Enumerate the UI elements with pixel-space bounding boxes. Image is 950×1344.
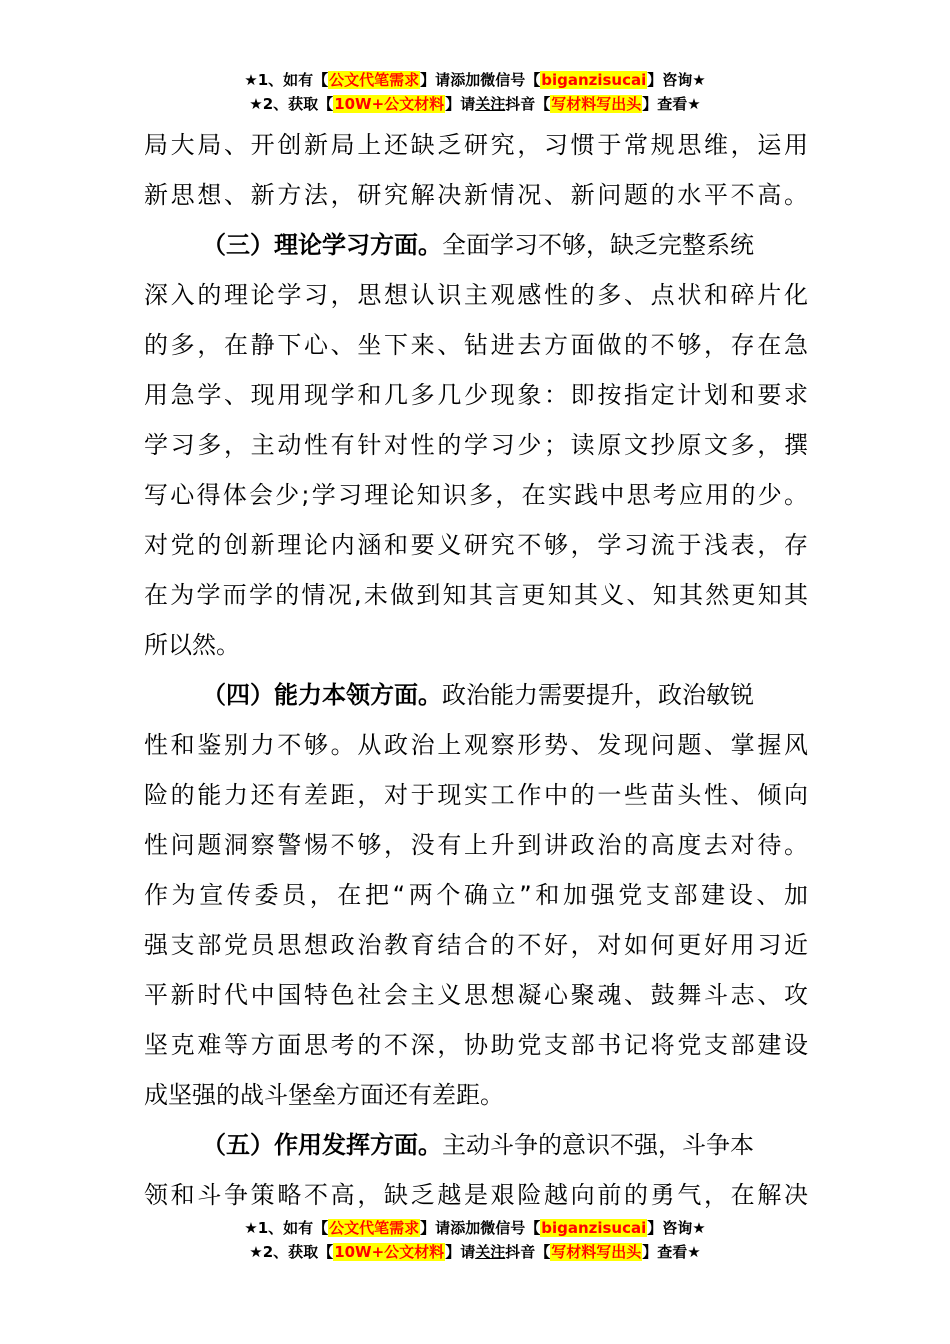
banner-text: 】咨询★ — [647, 71, 706, 89]
banner-text: ★2、获取【 — [249, 1243, 334, 1261]
banner-underline: 关注 — [475, 1243, 506, 1261]
body-line: 险的能力还有差距，对于现实工作中的一些苗头性、倾向 — [144, 781, 808, 809]
banner-text: 抖音【 — [505, 1243, 551, 1261]
highlight-douyin: 写材料写出头 — [551, 1243, 642, 1261]
banner-text: 】请 — [420, 71, 451, 89]
banner-text: 】请 — [445, 1243, 476, 1261]
body-line: 用急学、现用现学和几多几少现象：即按指定计划和要求 — [144, 381, 808, 409]
banner-text: ★1、如有【 — [244, 1219, 329, 1237]
body-line: 坚克难等方面思考的不深，协助党支部书记将党支部建设 — [144, 1031, 808, 1059]
banner-text: 】请 — [420, 1219, 451, 1237]
section-heading: （四）能力本领方面。 — [202, 681, 442, 709]
body-line: 在为学而学的情况,未做到知其言更知其义、知其然更知其 — [144, 581, 808, 609]
banner-text: ★1、如有【 — [244, 71, 329, 89]
body-line: 学习多，主动性有针对性的学习少；读原文抄原文多，撰 — [144, 431, 808, 459]
document-body — [144, 120, 808, 1220]
body-text: 主动斗争的意识不强，斗争本 — [442, 1131, 754, 1159]
banner-underline: 关注 — [475, 95, 506, 113]
highlight-wechat-id: biganzisucai — [541, 1219, 647, 1237]
banner-text: 】查看★ — [642, 1243, 701, 1261]
body-line: 性和鉴别力不够。从政治上观察形势、发现问题、掌握风 — [144, 731, 808, 759]
body-text: 全面学习不够，缺乏完整系统 — [442, 231, 754, 259]
banner-text: 微信号【 — [480, 1219, 541, 1237]
highlight-service: 公文代笔需求 — [329, 1219, 420, 1237]
body-line: 局大局、开创新局上还缺乏研究，习惯于常规思维，运用 — [144, 131, 808, 159]
banner-text: 】咨询★ — [647, 1219, 706, 1237]
banner-text: 】查看★ — [642, 95, 701, 113]
body-line: 深入的理论学习，思想认识主观感性的多、点状和碎片化 — [144, 281, 808, 309]
body-line: 平新时代中国特色社会主义思想凝心聚魂、鼓舞斗志、攻 — [144, 981, 808, 1009]
banner-text: ★2、获取【 — [249, 95, 334, 113]
banner-line-2 — [0, 92, 950, 116]
body-text: 政治能力需要提升，政治敏锐 — [442, 681, 754, 709]
body-line: 的多，在静下心、坐下来、钻进去方面做的不够，存在急 — [144, 331, 808, 359]
banner-line-1 — [0, 1216, 950, 1240]
footer-banner — [0, 1216, 950, 1264]
body-line: 强支部党员思想政治教育结合的不好，对如何更好用习近 — [144, 931, 808, 959]
highlight-douyin: 写材料写出头 — [551, 95, 642, 113]
body-line: 所以然。 — [144, 631, 240, 659]
highlight-service: 公文代笔需求 — [329, 71, 420, 89]
banner-line-1 — [0, 68, 950, 92]
body-line: 性问题洞察警惕不够，没有上升到讲政治的高度去对待。 — [144, 831, 808, 859]
paragraph-heading-3 — [144, 220, 808, 270]
banner-text: 微信号【 — [480, 71, 541, 89]
body-line: 对党的创新理论内涵和要义研究不够，学习流于浅表，存 — [144, 531, 808, 559]
highlight-materials: 10W+公文材料 — [334, 1243, 445, 1261]
section-heading: （五）作用发挥方面。 — [202, 1131, 442, 1159]
paragraph-heading-5 — [144, 1120, 808, 1170]
body-line: 领和斗争策略不高，缺乏越是艰险越向前的勇气，在解决 — [144, 1181, 808, 1209]
body-line: 写心得体会少;学习理论知识多，在实践中思考应用的少。 — [144, 481, 808, 509]
body-line: 新思想、新方法，研究解决新情况、新问题的水平不高。 — [144, 181, 808, 209]
banner-emphasis: 添加 — [450, 1219, 481, 1237]
highlight-materials: 10W+公文材料 — [334, 95, 445, 113]
header-banner — [0, 68, 950, 116]
paragraph-heading-4 — [144, 670, 808, 720]
banner-line-2 — [0, 1240, 950, 1264]
section-heading: （三）理论学习方面。 — [202, 231, 442, 259]
banner-emphasis: 添加 — [450, 71, 481, 89]
body-line: 作为宣传委员，在把“两个确立”和加强党支部建设、加 — [144, 881, 808, 909]
body-line: 成坚强的战斗堡垒方面还有差距。 — [144, 1081, 504, 1109]
banner-text: 抖音【 — [505, 95, 551, 113]
highlight-wechat-id: biganzisucai — [541, 71, 647, 89]
banner-text: 】请 — [445, 95, 476, 113]
